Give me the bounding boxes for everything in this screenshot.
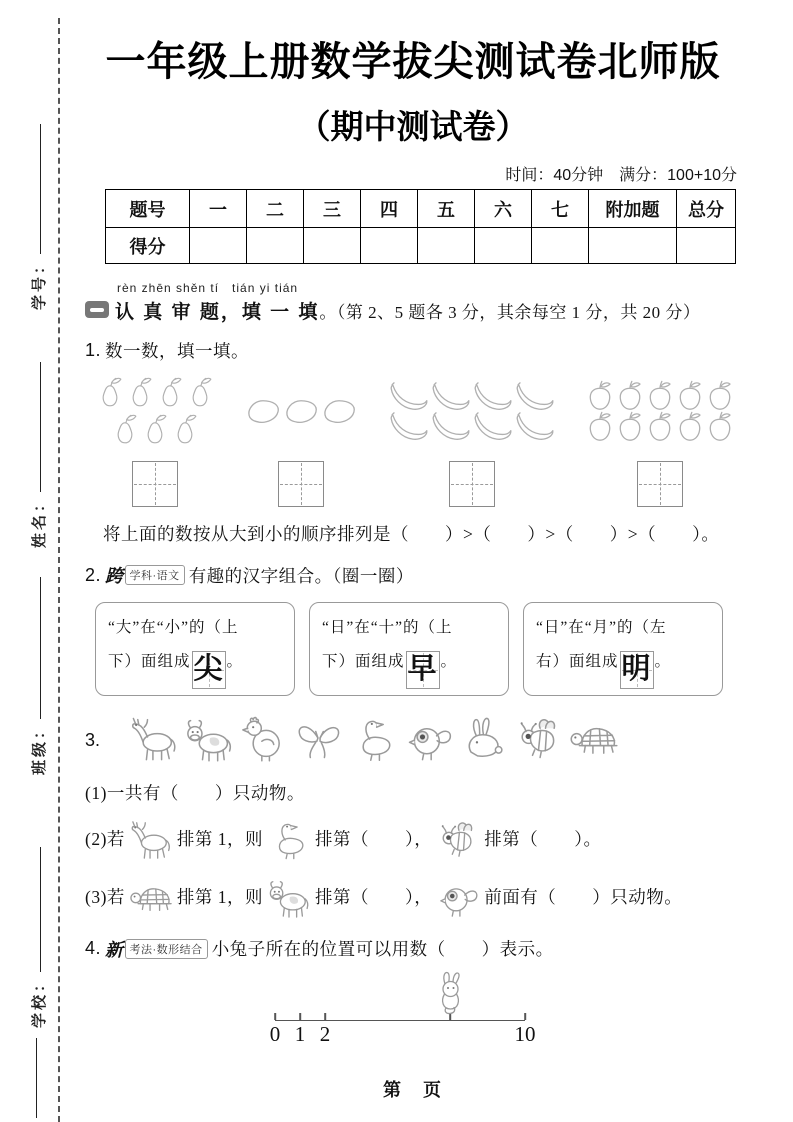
cross-subject-badge-prefix: 跨: [105, 566, 124, 586]
mango-icon: [282, 397, 320, 425]
number-line: [269, 968, 536, 1046]
rabbit-icon: [458, 714, 510, 767]
student-name-label: 姓名：: [32, 493, 48, 548]
number-line-label-10: 10: [514, 1021, 536, 1046]
section-title: 认 真 审 题，填 一 填: [115, 302, 320, 323]
class-label: 班级：: [32, 720, 48, 775]
banana-icon: [472, 411, 514, 441]
rabbit-icon: [433, 970, 467, 1021]
new-method-badge-prefix: 新: [105, 939, 124, 960]
pear-icon: [140, 411, 170, 448]
apple-icon: [645, 411, 675, 442]
banana-icon: [430, 411, 472, 441]
cow-icon: [183, 714, 235, 767]
score-table-score-row: [106, 228, 736, 264]
main-content: [85, 0, 741, 1046]
horse-icon: [128, 714, 180, 767]
banana-group: [388, 373, 556, 507]
answer-grid-box: [449, 461, 495, 507]
horse-icon: [125, 818, 177, 860]
question-3-number: 3.: [85, 729, 101, 750]
col-bonus: 附加题: [589, 190, 677, 228]
number-line-label-1: 1: [294, 1021, 306, 1046]
bee-icon: [432, 818, 484, 860]
answer-grid-box: [132, 461, 178, 507]
number-line-label-0: 0: [269, 1021, 281, 1046]
student-name-blank: [40, 362, 41, 492]
section-score-note: 。（第 2、5 题各 3 分，其余每空 1 分，共 20 分）: [319, 303, 701, 322]
question-4: [85, 936, 741, 962]
col-question-number: 题号: [106, 190, 190, 228]
apple-icon: [675, 380, 705, 411]
page-footer: 第 页: [383, 1080, 443, 1100]
school-blank: [40, 847, 41, 972]
char-box-zao: 早: [406, 651, 440, 689]
banana-icon: [472, 381, 514, 411]
score-label: 得分: [106, 228, 190, 264]
banana-icon: [514, 411, 556, 441]
tick-0: [274, 1013, 276, 1020]
apple-icon: [585, 380, 615, 411]
hen-icon: [238, 714, 290, 767]
hanzi-box-jian: “大”在“小”的（上 下）面组成 尖 。: [95, 602, 295, 696]
bird-icon: [432, 876, 484, 918]
mango-icon: [320, 397, 358, 425]
apple-icon: [705, 411, 735, 442]
animal-row: [128, 714, 620, 767]
question-2-text: 有趣的汉字组合。（圈一圈）: [188, 565, 414, 586]
banana-icon: [430, 381, 472, 411]
question-3-2: (2)若 排第 1，则 排第（ ）， 排第（ ）。: [85, 818, 741, 860]
question-2-number: 2.: [85, 564, 102, 585]
school-field: [28, 847, 49, 1028]
apple-icon: [585, 411, 615, 442]
apple-icon: [675, 411, 705, 442]
question-3-1: (1)一共有（ ）只动物。: [85, 782, 305, 803]
section-one-icon: [85, 301, 109, 318]
question-1-text: 数一数，填一填。: [105, 341, 250, 361]
class-blank: [40, 577, 41, 719]
extra-blank-line: [28, 1038, 45, 1120]
tick-10: [524, 1013, 526, 1020]
student-id-label: 学号：: [32, 255, 48, 310]
hanzi-box-zao: “日”在“十”的（上 下）面组成 早 。: [309, 602, 509, 696]
pear-icon: [185, 374, 215, 411]
cow-icon: [263, 876, 315, 918]
pear-icon: [95, 374, 125, 411]
fruit-count-groups: [85, 373, 741, 507]
pear-group: [95, 373, 215, 507]
paper-subtitle: （期中测试卷）: [297, 108, 529, 145]
answer-grid-box: [637, 461, 683, 507]
apple-icon: [705, 380, 735, 411]
col-total: 总分: [677, 190, 736, 228]
banana-icon: [388, 411, 430, 441]
apple-icon: [615, 411, 645, 442]
student-id-field: [28, 124, 49, 310]
tick-2: [324, 1013, 326, 1020]
char-box-jian: 尖: [192, 651, 226, 689]
question-1-order-line: 将上面的数按从大到小的顺序排列是（ ）>（ ）>（ ）>（ ）。: [103, 524, 720, 544]
question-4-number: 4.: [85, 938, 102, 959]
mango-icon: [244, 397, 282, 425]
pear-icon: [170, 411, 200, 448]
apple-icon: [615, 380, 645, 411]
tick-1: [299, 1013, 301, 1020]
class-field: [28, 577, 49, 775]
number-line-label-2: 2: [319, 1021, 331, 1046]
turtle-icon: [568, 714, 620, 767]
number-line-axis: [275, 1020, 525, 1021]
cross-subject-badge: 学科·语文: [125, 565, 185, 585]
question-1: [85, 338, 741, 363]
score-table: [105, 189, 736, 264]
school-label: 学校：: [32, 973, 48, 1028]
student-id-blank: [40, 124, 41, 254]
question-4-text: 小兔子所在的位置可以用数（ ）表示。: [211, 939, 554, 960]
bee-icon: [513, 714, 565, 767]
pear-icon: [110, 411, 140, 448]
hanzi-combination-boxes: [95, 602, 741, 696]
cut-line: [58, 18, 60, 1122]
butterfly-icon: [293, 714, 345, 767]
mango-group: [244, 373, 358, 507]
question-3-3: (3)若 排第 1，则 排第（ ）， 前面有（ ）只动物。: [85, 876, 741, 918]
section-one-header: [85, 279, 741, 324]
hanzi-box-ming: “日”在“月”的（左 右）面组成 明 。: [523, 602, 723, 696]
bird-icon: [403, 714, 455, 767]
score-table-header-row: 题号 一 二 三 四 五 六 七 附加题 总分: [106, 190, 736, 228]
char-box-ming: 明: [620, 651, 654, 689]
answer-grid-box: [278, 461, 324, 507]
paper-title: 一年级上册数学拔尖测试卷北师版: [105, 40, 721, 84]
question-1-number: 1.: [85, 340, 102, 360]
banana-icon: [514, 381, 556, 411]
time-score-info: 时间：40分钟 满分：100+10分: [505, 167, 737, 184]
new-method-badge: 考法·数形结合: [125, 939, 208, 959]
apple-group: [585, 373, 735, 507]
goose-icon: [348, 714, 400, 767]
student-name-field: [28, 362, 49, 548]
banana-icon: [388, 381, 430, 411]
question-2: [85, 562, 741, 588]
apple-icon: [645, 380, 675, 411]
pear-icon: [155, 374, 185, 411]
section-pinyin: rèn zhēn shěn tí tián yi tián: [117, 281, 299, 295]
goose-icon: [263, 818, 315, 860]
pear-icon: [125, 374, 155, 411]
turtle-icon: [125, 876, 177, 918]
question-3: [85, 714, 741, 767]
